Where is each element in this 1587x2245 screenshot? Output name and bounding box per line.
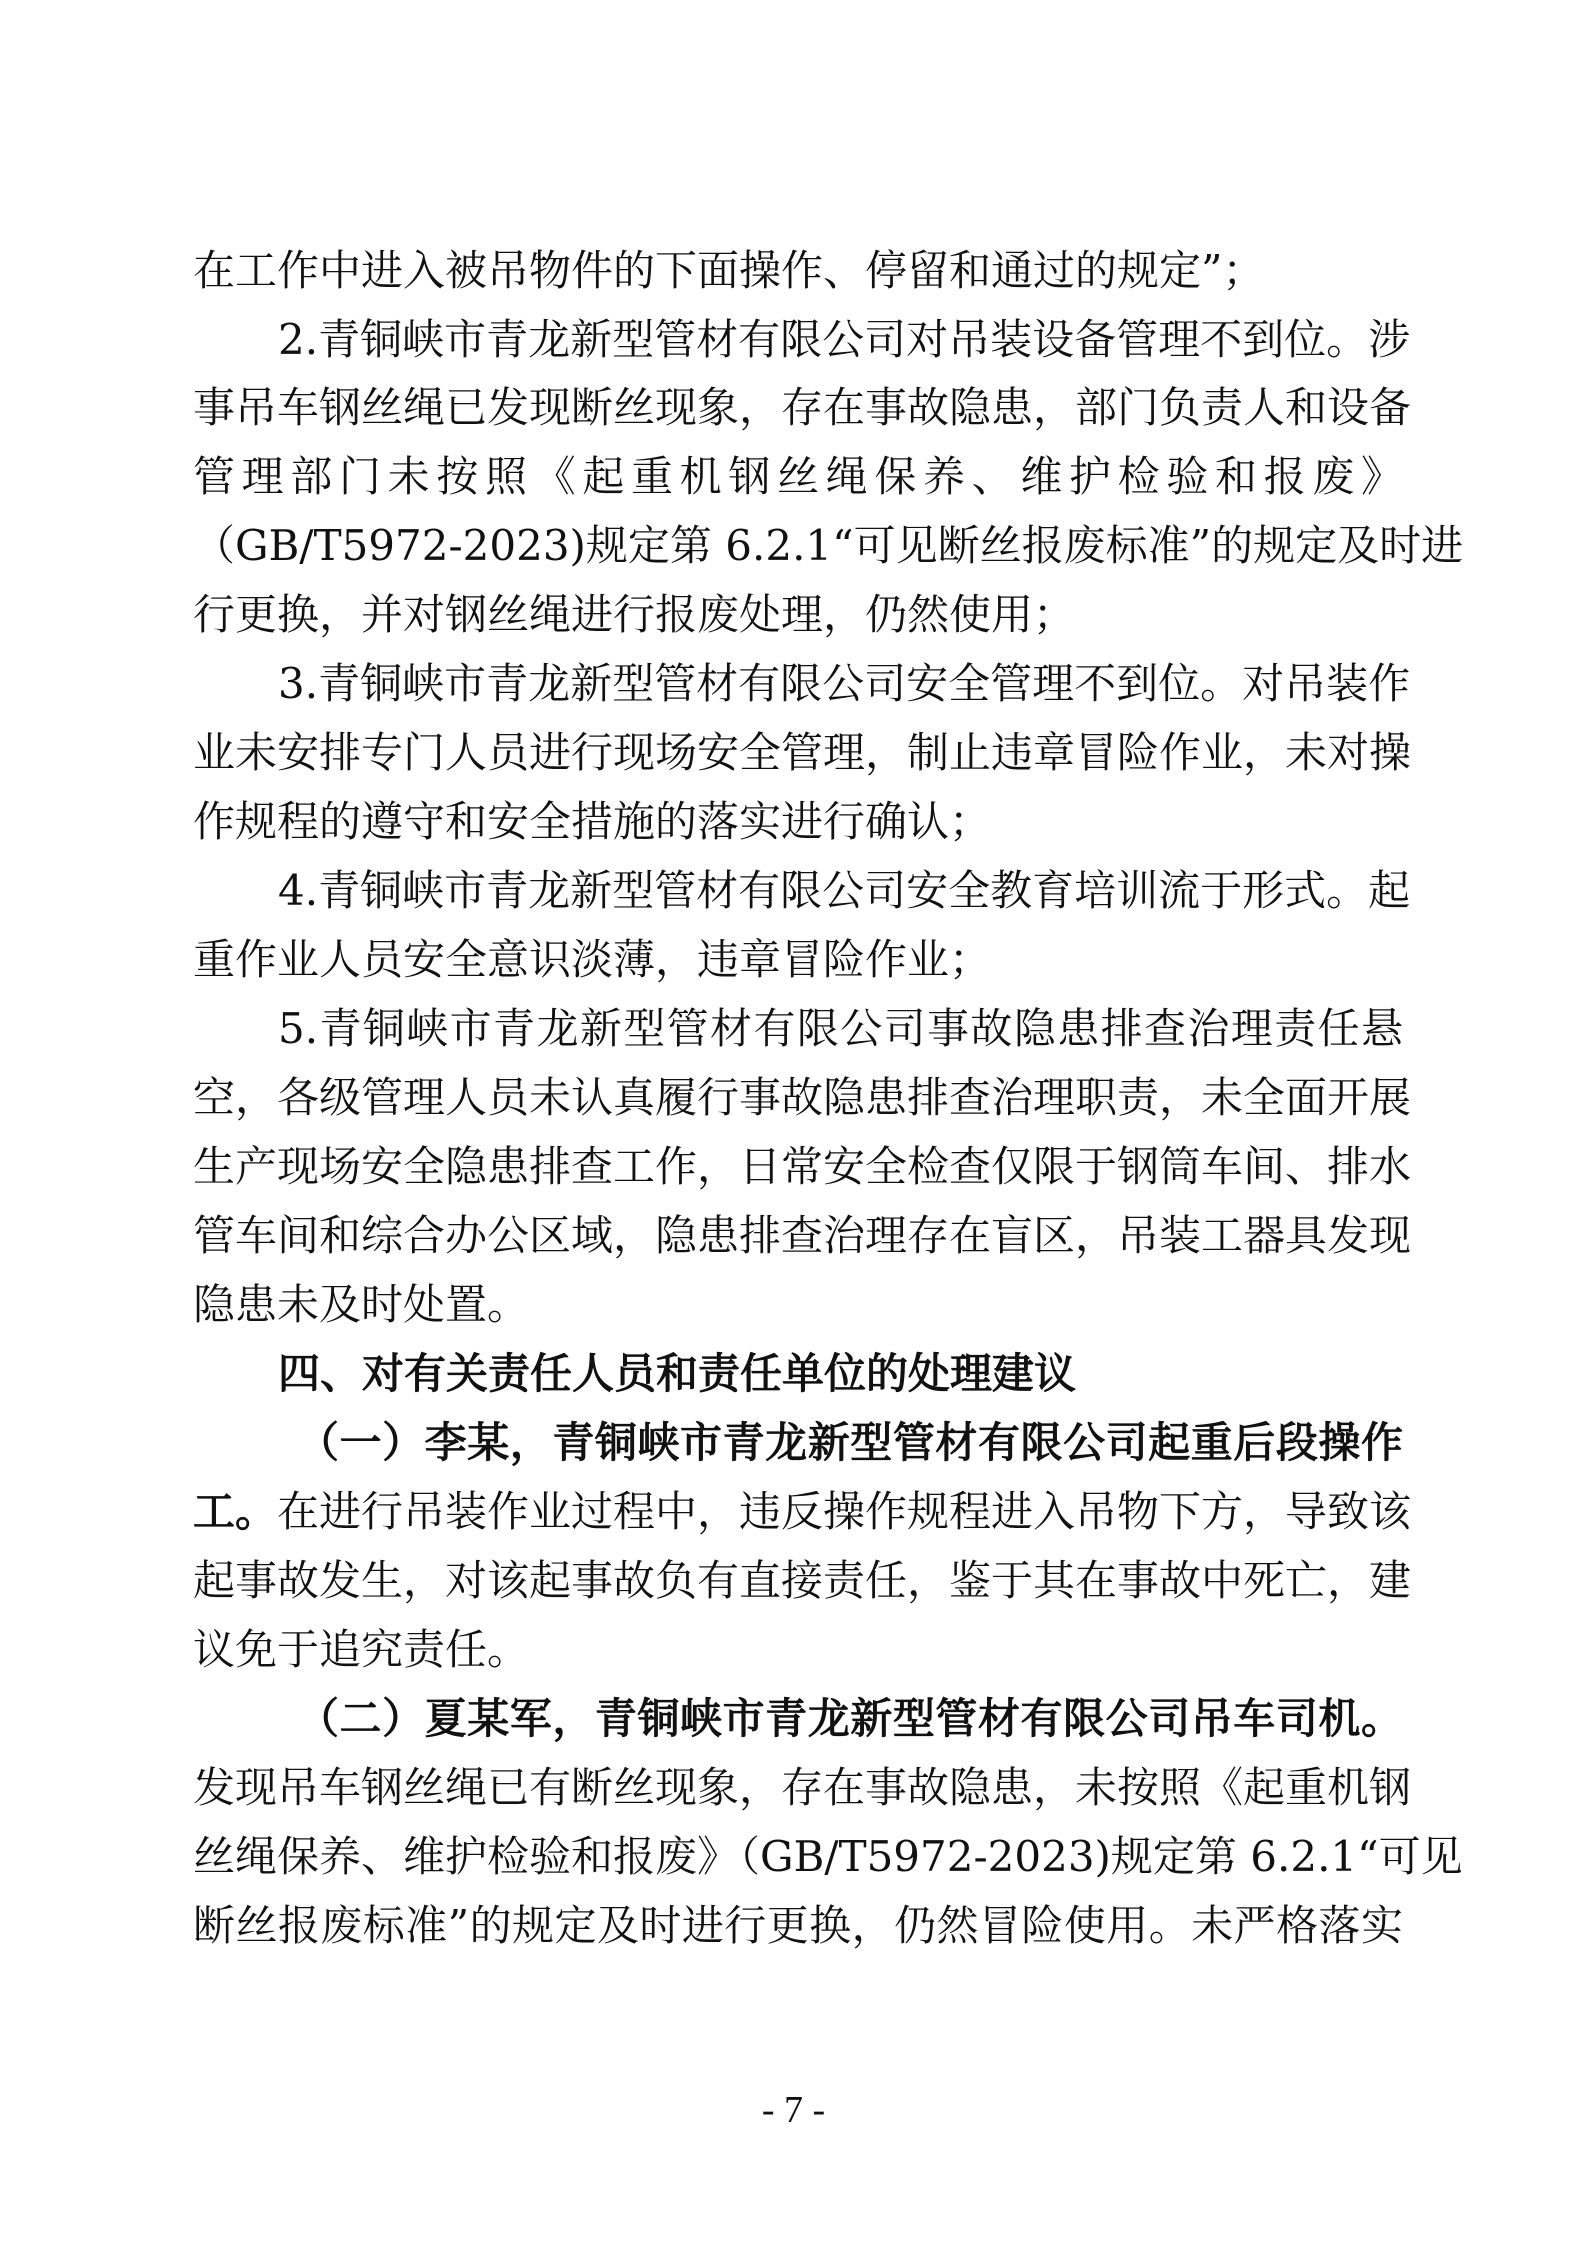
text-line: 起事故发生，对该起事故负有直接责任，鉴于其在事故中死亡，建 — [193, 1556, 1412, 1605]
text-line: 行更换，并对钢丝绳进行报废处理，仍然使用； — [193, 590, 1076, 639]
text-line: 2.青铜峡市青龙新型管材有限公司对吊装设备管理不到位。涉 — [278, 315, 1411, 364]
section-heading: 四、对有关责任人员和责任单位的处理建议 — [278, 1349, 1077, 1398]
text-span: 在进行吊装作业过程中，违反操作规程进入吊物下方，导致该 — [277, 1487, 1412, 1536]
text-line: （GB/T5972-2023)规定第 6.2.1“可见断丝报废标准”的规定及时进 — [193, 521, 1464, 570]
text-line: 丝绳保养、维护检验和报废》（GB/T5972-2023)规定第 6.2.1“可见 — [193, 1832, 1463, 1881]
text-line: 5.青铜峡市青龙新型管材有限公司事故隐患排查治理责任悬 — [278, 1004, 1403, 1053]
text-line: 断丝报废标准”的规定及时进行更换，仍然冒险使用。未严格落实 — [193, 1901, 1403, 1950]
page-number: - 7 - — [761, 2089, 826, 2131]
text-line: 在工作中进入被吊物件的下面操作、停留和通过的规定”； — [193, 246, 1265, 295]
text-line: 事吊车钢丝绳已发现断丝现象，存在事故隐患，部门负责人和设备 — [193, 383, 1412, 432]
text-line: 作规程的遵守和安全措施的落实进行确认； — [193, 797, 992, 846]
text-line: 管车间和综合办公区域，隐患排查治理存在盲区，吊装工器具发现 — [193, 1211, 1412, 1260]
text-line: 隐患未及时处置。 — [193, 1280, 530, 1329]
subsection-heading: （二）夏某军，青铜峡市青龙新型管材有限公司吊车司机。 — [297, 1694, 1403, 1743]
text-line: 空，各级管理人员未认真履行事故隐患排查治理职责，未全面开展 — [193, 1073, 1412, 1122]
text-line: 生产现场安全隐患排查工作，日常安全检查仅限于钢筒车间、排水 — [193, 1142, 1412, 1191]
text-line: 4.青铜峡市青龙新型管材有限公司安全教育培训流于形式。起 — [278, 866, 1411, 915]
text-line: 发现吊车钢丝绳已有断丝现象，存在事故隐患，未按照《起重机钢 — [193, 1763, 1412, 1812]
text-line: 议免于追究责任。 — [193, 1625, 530, 1674]
text-line: 业未安排专门人员进行现场安全管理，制止违章冒险作业，未对操 — [193, 728, 1412, 777]
subsection-heading: （一）李某，青铜峡市青龙新型管材有限公司起重后段操作 — [297, 1418, 1403, 1467]
subsection-heading-end: 工。 — [193, 1487, 278, 1536]
text-line: 重作业人员安全意识淡薄，违章冒险作业； — [193, 935, 992, 984]
text-line: 3.青铜峡市青龙新型管材有限公司安全管理不到位。对吊装作 — [278, 659, 1411, 708]
text-line — [193, 1477, 1412, 1547]
text-line: 管理部门未按照《起重机钢丝绳保养、维护检验和报废》 — [193, 452, 1403, 501]
